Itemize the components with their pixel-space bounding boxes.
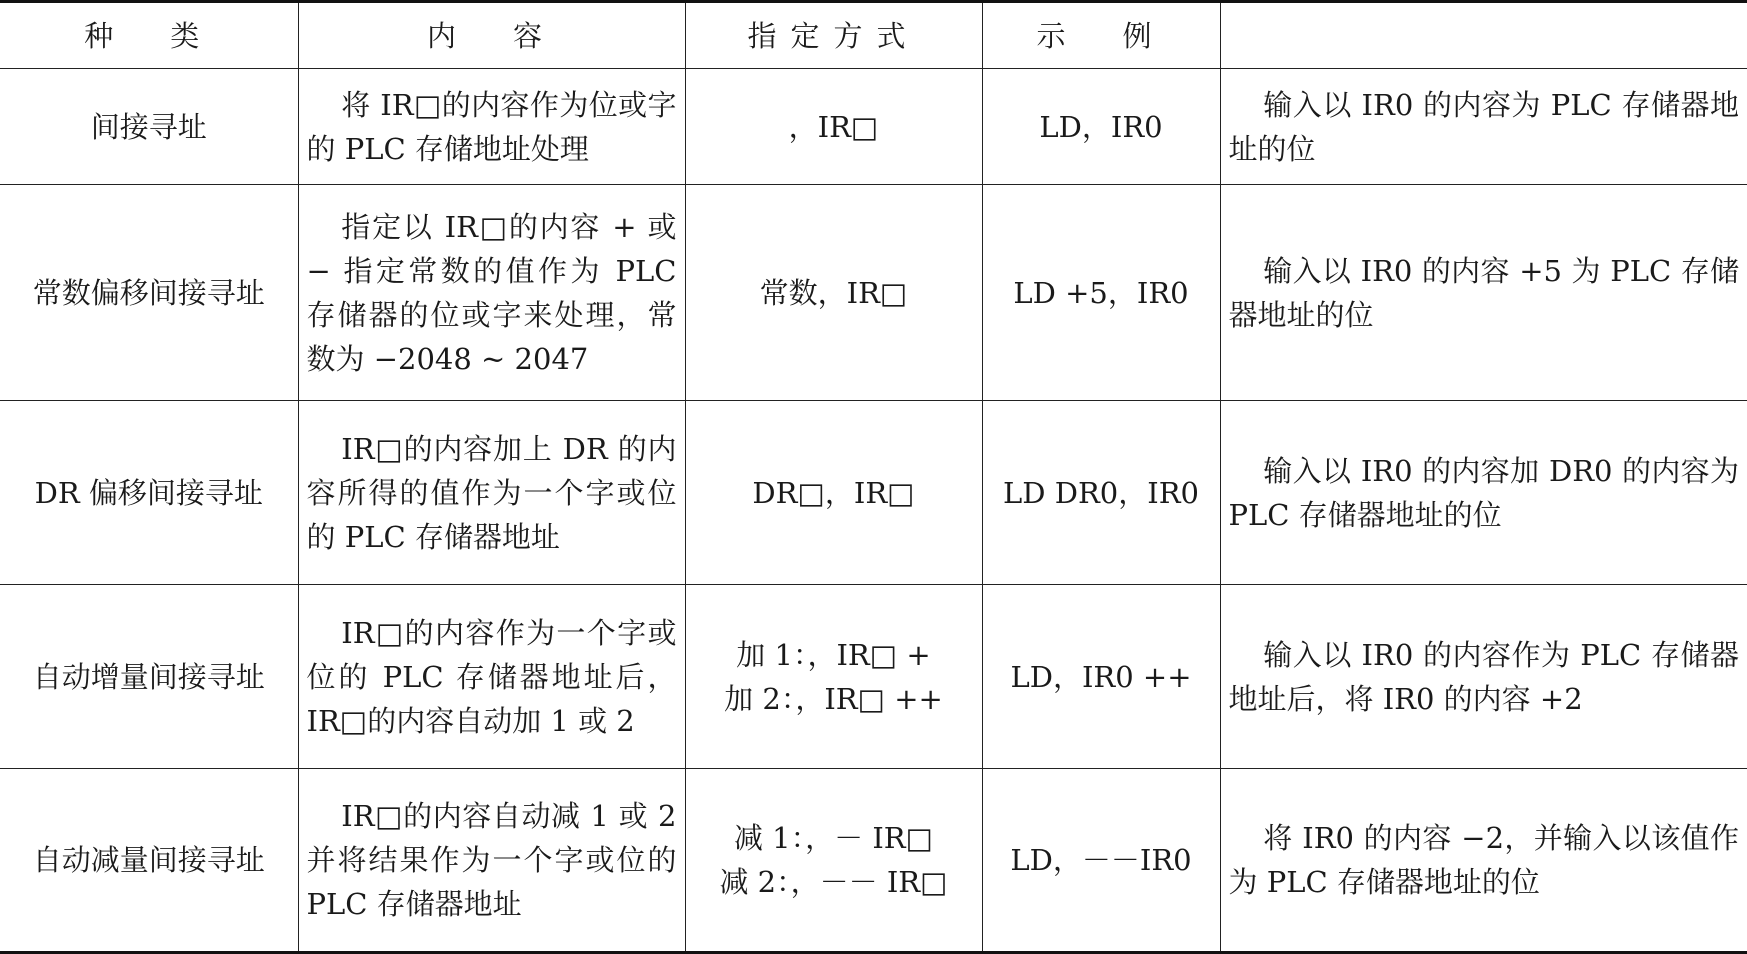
table-row	[0, 401, 1747, 585]
cell-spec	[685, 185, 982, 401]
cell-content: IR□的内容加上 DR 的内容所得的值作为一个字或位的 PLC 存储器地址	[298, 401, 685, 585]
table-row	[0, 69, 1747, 185]
spec-line: 减 1：，－ IR□	[733, 821, 934, 855]
cell-content: IR□的内容自动减 1 或 2 并将结果作为一个字或位的 PLC 存储器地址	[298, 769, 685, 953]
cell-content: 指定以 IR□的内容 + 或 − 指定常数的值作为 PLC 存储器的位或字来处理，常数为 −2048 ~ 2047	[298, 185, 685, 401]
table-row	[0, 585, 1747, 769]
cell-description: 输入以 IR0 的内容加 DR0 的内容为 PLC 存储器地址的位	[1220, 401, 1747, 585]
cell-spec	[685, 69, 982, 185]
spec-line: ，IR□	[788, 109, 879, 144]
spec-line: 减 2：，－－ IR□	[719, 865, 948, 899]
spec-line: 加 2：，IR□ ++	[724, 681, 943, 716]
cell-description: 输入以 IR0 的内容作为 PLC 存储器地址后，将 IR0 的内容 +2	[1220, 585, 1747, 769]
header-description	[1220, 2, 1747, 69]
header-type: 种 类	[0, 2, 298, 69]
cell-description: 输入以 IR0 的内容 +5 为 PLC 存储器地址的位	[1220, 185, 1747, 401]
cell-example: LD DR0，IR0	[982, 401, 1220, 585]
cell-type: 间接寻址	[0, 69, 298, 185]
cell-description: 输入以 IR0 的内容为 PLC 存储器地址的位	[1220, 69, 1747, 185]
cell-description: 将 IR0 的内容 −2，并输入以该值作为 PLC 存储器地址的位	[1220, 769, 1747, 953]
spec-line: 加 1：，IR□ +	[736, 637, 931, 672]
table-row	[0, 185, 1747, 401]
cell-type: 常数偏移间接寻址	[0, 185, 298, 401]
header-content: 内 容	[298, 2, 685, 69]
spec-line: DR□，IR□	[752, 475, 915, 510]
header-row	[0, 2, 1747, 69]
cell-spec	[685, 769, 982, 953]
header-example: 示 例	[982, 2, 1220, 69]
cell-example: LD +5，IR0	[982, 185, 1220, 401]
header-spec: 指定方式	[685, 2, 982, 69]
cell-type: 自动减量间接寻址	[0, 769, 298, 953]
cell-content: IR□的内容作为一个字或位的 PLC 存储器地址后，IR□的内容自动加 1 或 2	[298, 585, 685, 769]
table-row	[0, 769, 1747, 953]
cell-example: LD，IR0	[982, 69, 1220, 185]
cell-spec	[685, 401, 982, 585]
cell-example: LD，－－IR0	[982, 769, 1220, 953]
cell-spec	[685, 585, 982, 769]
cell-content: 将 IR□的内容作为位或字的 PLC 存储地址处理	[298, 69, 685, 185]
cell-type: 自动增量间接寻址	[0, 585, 298, 769]
cell-type: DR 偏移间接寻址	[0, 401, 298, 585]
spec-line: 常数，IR□	[759, 275, 908, 310]
cell-example: LD，IR0 ++	[982, 585, 1220, 769]
